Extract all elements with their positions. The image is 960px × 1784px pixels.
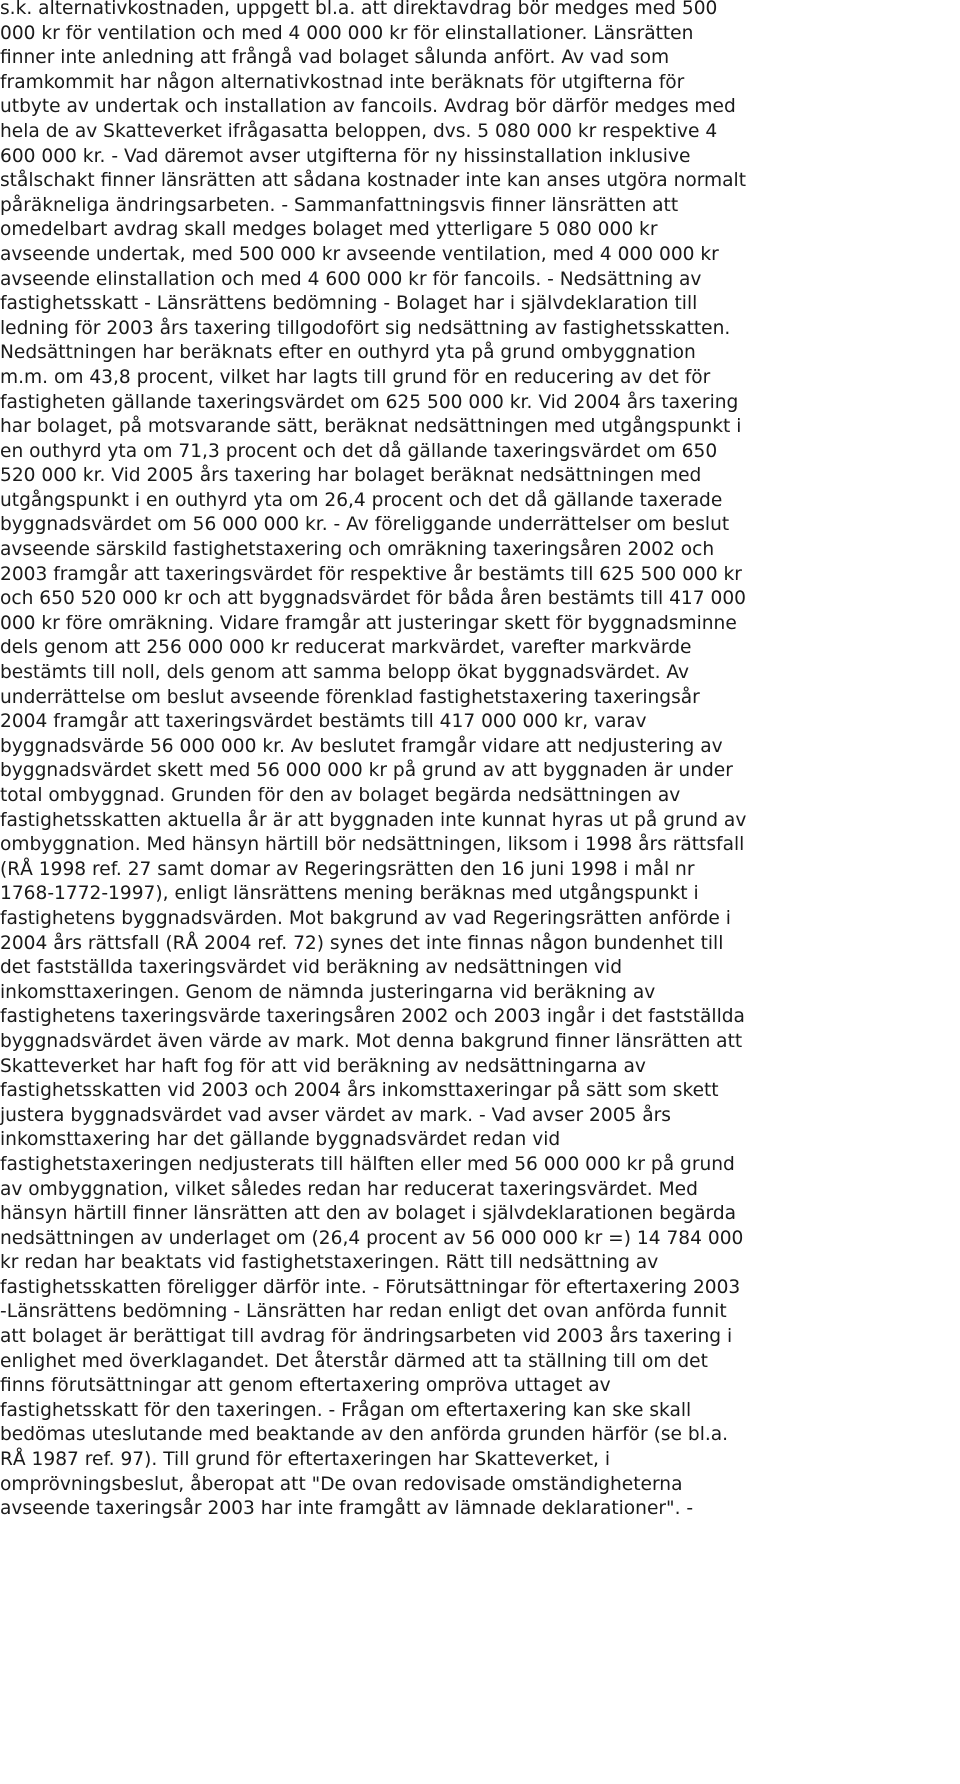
text-line: hänsyn härtill finner länsrätten att den av bolaget i självdeklarationen begärda — [0, 1203, 737, 1225]
text-line: fastighetsskatten föreligger därför inte. - Förutsättningar för eftertaxering 2003 — [0, 1276, 741, 1298]
text-line: fastigheten gällande taxeringsvärdet om 625 500 000 kr. Vid 2004 års taxering — [0, 391, 739, 413]
text-line: (RÅ 1998 ref. 27 samt domar av Regeringsrätten den 16 juni 1998 i mål nr — [0, 858, 695, 880]
text-line: s.k. alternativkostnaden, uppgett bl.a. att direktavdrag bör medges med 500 — [0, 0, 718, 19]
text-line: har bolaget, på motsvarande sätt, beräknat nedsättningen med utgångspunkt i — [0, 416, 742, 438]
text-line: byggnadsvärdet även värde av mark. Mot denna bakgrund finner länsrätten att — [0, 1030, 743, 1052]
text-line: bestämts till noll, dels genom att samma belopp ökat byggnadsvärdet. Av — [0, 662, 690, 684]
text-line: hela de av Skatteverket ifrågasatta beloppen, dvs. 5 080 000 kr respektive 4 — [0, 120, 718, 142]
text-line: avseende undertak, med 500 000 kr avseende ventilation, med 4 000 000 kr — [0, 243, 719, 265]
text-line: ledning för 2003 års taxering tillgodofört sig nedsättning av fastighetsskatten. — [0, 317, 731, 339]
text-line: Nedsättningen har beräknats efter en outhyrd yta på grund ombyggnation — [0, 342, 696, 364]
text-line: utgångspunkt i en outhyrd yta om 26,4 procent och det då gällande taxerade — [0, 489, 723, 511]
text-line: dels genom att 256 000 000 kr reducerat markvärdet, varefter markvärde — [0, 637, 692, 659]
text-line: 000 kr före omräkning. Vidare framgår att justeringar skett för byggnadsminne — [0, 612, 737, 634]
text-line: 520 000 kr. Vid 2005 års taxering har bolaget beräknat nedsättningen med — [0, 465, 702, 487]
text-line: byggnadsvärdet om 56 000 000 kr. - Av föreliggande underrättelser om beslut — [0, 514, 730, 536]
text-line: -Länsrättens bedömning - Länsrätten har redan enligt det ovan anförda funnit — [0, 1301, 727, 1323]
text-line: 600 000 kr. - Vad däremot avser utgifterna för ny hissinstallation inklusive — [0, 145, 691, 167]
text-line: inkomsttaxeringen. Genom de nämnda justeringarna vid beräkning av — [0, 981, 656, 1003]
text-line: fastighetstaxeringen nedjusterats till hälften eller med 56 000 000 kr på grund — [0, 1153, 735, 1175]
text-line: Skatteverket har haft fog för att vid beräkning av nedsättningarna av — [0, 1055, 646, 1077]
text-line: fastighetsskatt för den taxeringen. - Frågan om eftertaxering kan ske skall — [0, 1399, 692, 1421]
text-line: och 650 520 000 kr och att byggnadsvärdet för båda åren bestämts till 417 000 — [0, 588, 746, 610]
text-line: nedsättningen av underlaget om (26,4 procent av 56 000 000 kr =) 14 784 000 — [0, 1227, 744, 1249]
text-line: fastighetsskatten vid 2003 och 2004 års inkomsttaxeringar på sätt som skett — [0, 1080, 719, 1102]
text-line: justera byggnadsvärdet vad avser värdet av mark. - Vad avser 2005 års — [0, 1104, 671, 1126]
text-line: en outhyrd yta om 71,3 procent och det då gällande taxeringsvärdet om 650 — [0, 440, 718, 462]
text-line: fastighetens byggnadsvärden. Mot bakgrund av vad Regeringsrätten anförde i — [0, 907, 731, 929]
text-line: ombyggnation. Med hänsyn härtill bör nedsättningen, liksom i 1998 års rättsfall — [0, 834, 745, 856]
text-line: stålschakt finner länsrätten att sådana kostnader inte kan anses utgöra normalt — [0, 170, 747, 192]
text-line: utbyte av undertak och installation av fancoils. Avdrag bör därför medges med — [0, 96, 736, 118]
text-line: framkommit har någon alternativkostnad inte beräknats för utgifterna för — [0, 71, 685, 93]
text-line: det fastställda taxeringsvärdet vid beräkning av nedsättningen vid — [0, 957, 622, 979]
text-line: finns förutsättningar att genom eftertaxering ompröva uttaget av — [0, 1375, 611, 1397]
text-line: byggnadsvärde 56 000 000 kr. Av beslutet framgår vidare att nedjustering av — [0, 735, 723, 757]
text-line: inkomsttaxering har det gällande byggnadsvärdet redan vid — [0, 1129, 561, 1151]
text-line: fastighetsskatt - Länsrättens bedömning - Bolaget har i självdeklaration till — [0, 293, 698, 315]
text-line: omedelbart avdrag skall medges bolaget med ytterligare 5 080 000 kr — [0, 219, 658, 241]
text-line: avseende taxeringsår 2003 har inte framgått av lämnade deklarationer". - — [0, 1498, 694, 1520]
text-line: fastighetens taxeringsvärde taxeringsåren 2002 och 2003 ingår i det fastställda — [0, 1006, 745, 1028]
text-line: 1768-1772-1997), enligt länsrättens mening beräknas med utgångspunkt i — [0, 883, 699, 905]
text-line: 2004 års rättsfall (RÅ 2004 ref. 72) synes det inte finnas någon bundenhet till — [0, 932, 724, 954]
text-line: fastighetsskatten aktuella år är att byggnaden inte kunnat hyras ut på grund av — [0, 809, 747, 831]
text-line: underrättelse om beslut avseende förenklad fastighetstaxering taxeringsår — [0, 686, 700, 708]
text-line: avseende elinstallation och med 4 600 000 kr för fancoils. - Nedsättning av — [0, 268, 702, 290]
text-line: 2003 framgår att taxeringsvärdet för respektive år bestämts till 625 500 000 kr — [0, 563, 742, 585]
text-line: bedömas uteslutande med beaktande av den anförda grunden härför (se bl.a. — [0, 1424, 729, 1446]
text-line: omprövningsbeslut, åberopat att "De ovan redovisade omständigheterna — [0, 1473, 683, 1495]
text-line: 2004 framgår att taxeringsvärdet bestämts till 417 000 000 kr, varav — [0, 711, 647, 733]
text-line: att bolaget är berättigat till avdrag för ändringsarbeten vid 2003 års taxering i — [0, 1326, 733, 1348]
text-line: m.m. om 43,8 procent, vilket har lagts till grund för en reducering av det för — [0, 366, 711, 388]
text-line: total ombyggnad. Grunden för den av bolaget begärda nedsättningen av — [0, 785, 681, 806]
text-line: 000 kr för ventilation och med 4 000 000 kr för elinstallationer. Länsrätten — [0, 22, 694, 44]
text-line: avseende särskild fastighetstaxering och omräkning taxeringsåren 2002 och — [0, 539, 715, 561]
text-line: RÅ 1987 ref. 97). Till grund för eftertaxeringen har Skatteverket, i — [0, 1449, 611, 1471]
text-line: byggnadsvärdet skett med 56 000 000 kr på grund av att byggnaden är under — [0, 760, 733, 782]
text-line: kr redan har beaktats vid fastighetstaxeringen. Rätt till nedsättning av — [0, 1252, 659, 1274]
text-line: av ombyggnation, vilket således redan har reducerat taxeringsvärdet. Med — [0, 1178, 698, 1200]
text-line: påräkneliga ändringsarbeten. - Sammanfattningsvis finner länsrätten att — [0, 194, 679, 216]
text-line: enlighet med överklagandet. Det återstår därmed att ta ställning till om det — [0, 1350, 708, 1372]
text-line: finner inte anledning att frångå vad bolaget sålunda anfört. Av vad som — [0, 47, 670, 69]
